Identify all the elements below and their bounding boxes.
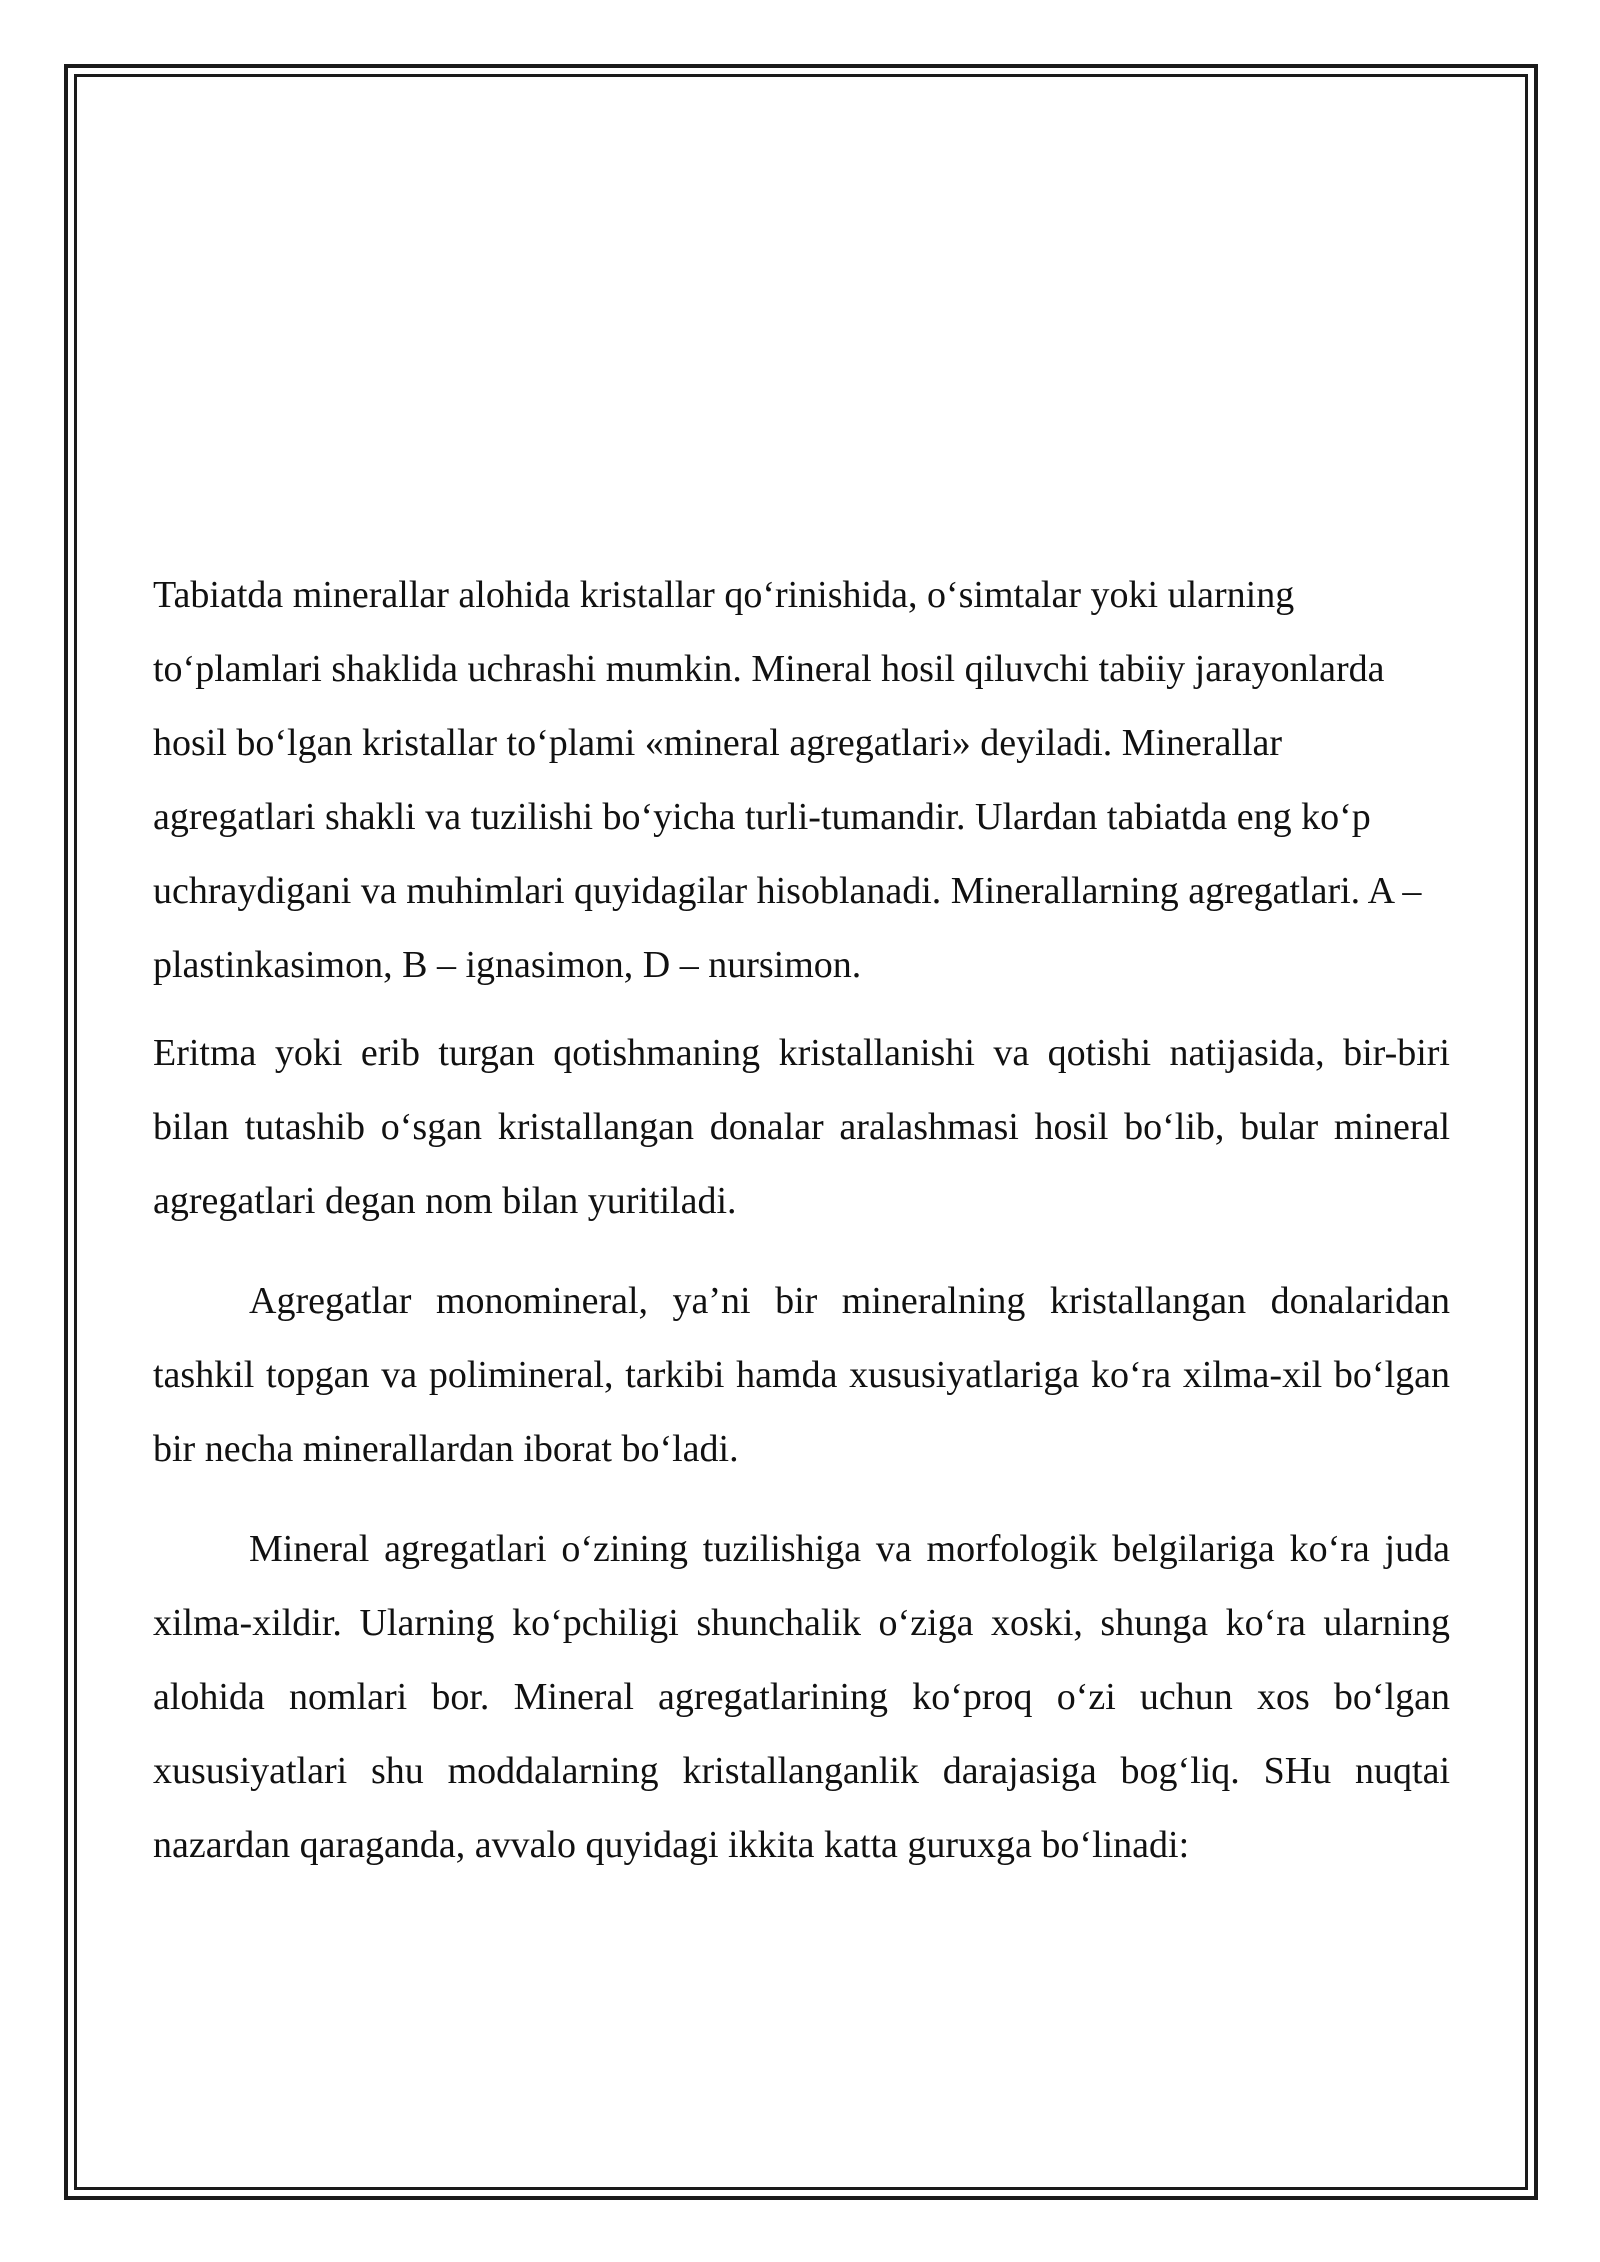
paragraph-1: Tabiatda minerallar alohida kristallar qo‘rinishida, o‘simtalar yoki ularning to‘plamlari shaklida uchrashi mumkin. Mineral hosil qiluvchi tabiiy jarayonlarda hosil bo‘lgan kristallar to‘plami «mineral agregatlari» deyiladi. Minerallar agregatlari shakli va tuzilishi bo‘yicha turli-tumandir. Ulardan tabiatda eng ko‘p uchraydigani va muhimlari quyidagilar hisoblanadi. Minerallarning agregatlari. A – plastinkasimon, B – ignasimon, D – nursimon. — [153, 574, 1422, 986]
paragraph-2: Eritma yoki erib turgan qotishmaning kristallanishi va qotishi natijasida, bir-biri bilan tutashib o‘sgan kristallangan donalar aralashmasi hosil bo‘lib, bular mineral agregatlari degan nom bilan yuritiladi. — [153, 1032, 1450, 1222]
paragraph-3: Agregatlar monomineral, ya’ni bir mineralning kristallangan donalaridan tashkil topgan va polimineral, tarkibi hamda xususiyatlariga ko‘ra xilma-xil bo‘lgan bir necha minerallardan iborat bo‘ladi. — [153, 1280, 1450, 1470]
document-body — [153, 558, 1450, 1882]
paragraph-4: Mineral agregatlari o‘zining tuzilishiga va morfologik belgilariga ko‘ra juda xilma-xildir. Ularning ko‘pchiligi shunchalik o‘ziga xoski, shunga ko‘ra ularning alohida nomlari bor. Mineral agregatlarining ko‘proq o‘zi uchun xos bo‘lgan xususiyatlari shu moddalarning kristallanganlik darajasiga bog‘liq. SHu nuqtai nazardan qaraganda, avvalo quyidagi ikkita katta guruxga bo‘linadi: — [153, 1528, 1450, 1866]
